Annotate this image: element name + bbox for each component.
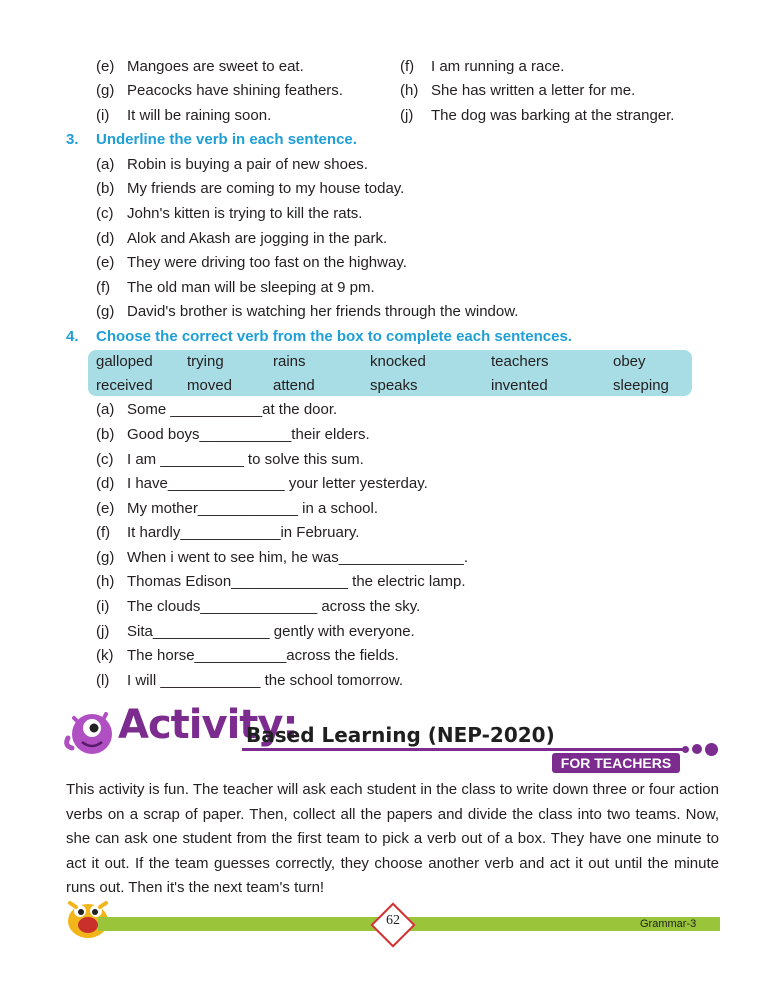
item-text: When i went to see him, he was_______________. xyxy=(127,549,469,566)
item-text: Some ___________at the door. xyxy=(127,401,338,418)
question-number: 3. xyxy=(66,131,79,148)
item-label: (c) xyxy=(96,205,114,222)
item-label: (i) xyxy=(96,107,110,124)
word-box-word: moved xyxy=(187,377,233,394)
word-box-word: galloped xyxy=(96,353,153,370)
item-text: It will be raining soon. xyxy=(127,107,272,124)
item-text: It hardly____________in February. xyxy=(127,524,360,541)
activity-subtitle: Based Learning (NEP-2020) xyxy=(246,723,555,747)
item-label: (j) xyxy=(400,107,414,124)
item-label: (h) xyxy=(96,573,115,590)
item-text: She has written a letter for me. xyxy=(431,82,636,99)
activity-banner xyxy=(62,702,722,772)
activity-title: Activity: xyxy=(118,702,298,748)
item-text: My friends are coming to my house today. xyxy=(127,180,405,197)
item-text: Thomas Edison______________ the electric lamp. xyxy=(127,573,466,590)
word-box-word: obey xyxy=(613,353,646,370)
item-label: (e) xyxy=(96,500,115,517)
item-label: (h) xyxy=(400,82,419,99)
item-text: I am running a race. xyxy=(431,58,565,75)
item-text: David's brother is watching her friends through the window. xyxy=(127,303,519,320)
item-text: I am __________ to solve this sum. xyxy=(127,451,364,468)
item-label: (e) xyxy=(96,58,115,75)
word-box-word: trying xyxy=(187,353,224,370)
item-label: (f) xyxy=(400,58,415,75)
item-text: The clouds______________ across the sky. xyxy=(127,598,421,615)
item-text: I will ____________ the school tomorrow. xyxy=(127,672,404,689)
decorative-dot-icon xyxy=(692,744,702,754)
monster-mascot-icon xyxy=(62,704,120,760)
item-label: (a) xyxy=(96,401,115,418)
page-number: 62 xyxy=(386,913,400,928)
item-label: (j) xyxy=(96,623,110,640)
decorative-dot-icon xyxy=(705,743,718,756)
item-label: (f) xyxy=(96,279,111,296)
item-label: (g) xyxy=(96,82,115,99)
question-number: 4. xyxy=(66,328,79,345)
item-text: The old man will be sleeping at 9 pm. xyxy=(127,279,375,296)
item-label: (d) xyxy=(96,230,115,247)
item-label: (g) xyxy=(96,549,115,566)
word-box-word: speaks xyxy=(370,377,418,394)
word-box-word: attend xyxy=(273,377,315,394)
decorative-dot-icon xyxy=(682,746,689,753)
item-text: Good boys___________their elders. xyxy=(127,426,370,443)
item-text: Sita______________ gently with everyone. xyxy=(127,623,415,640)
item-label: (l) xyxy=(96,672,110,689)
word-box-word: invented xyxy=(491,377,548,394)
item-text: Alok and Akash are jogging in the park. xyxy=(127,230,388,247)
item-text: The dog was barking at the stranger. xyxy=(431,107,675,124)
item-text: I have______________ your letter yesterday. xyxy=(127,475,428,492)
item-label: (g) xyxy=(96,303,115,320)
question-instruction: Underline the verb in each sentence. xyxy=(96,131,357,148)
word-box-word: received xyxy=(96,377,153,394)
word-box xyxy=(88,350,692,396)
item-label: (c) xyxy=(96,451,114,468)
item-text: They were driving too fast on the highway. xyxy=(127,254,407,271)
word-box-word: teachers xyxy=(491,353,549,370)
item-text: The horse___________across the fields. xyxy=(127,647,399,664)
item-label: (b) xyxy=(96,180,115,197)
question-instruction: Choose the correct verb from the box to complete each sentences. xyxy=(96,328,572,345)
item-text: Peacocks have shining feathers. xyxy=(127,82,343,99)
item-label: (f) xyxy=(96,524,111,541)
item-label: (b) xyxy=(96,426,115,443)
item-text: My mother____________ in a school. xyxy=(127,500,379,517)
item-label: (e) xyxy=(96,254,115,271)
for-teachers-tag: FOR TEACHERS xyxy=(552,753,680,773)
item-label: (k) xyxy=(96,647,114,664)
word-box-word: knocked xyxy=(370,353,426,370)
item-label: (i) xyxy=(96,598,110,615)
activity-paragraph: This activity is fun. The teacher will ask each student in the class to write down three or four action verbs on a scrap of paper. Then, collect all the papers and divide the class into two teams. Now, she can ask one student from the first team to pick a verb out of a box. They have one minute to act it out. If the team guesses correctly, they choose another verb and act it out until the minute runs out. Then it's the next team's turn! xyxy=(66,781,719,896)
word-box-word: sleeping xyxy=(613,377,669,394)
activity-underline xyxy=(242,748,684,751)
item-text: Robin is buying a pair of new shoes. xyxy=(127,156,368,173)
item-label: (d) xyxy=(96,475,115,492)
item-label: (a) xyxy=(96,156,115,173)
item-text: Mangoes are sweet to eat. xyxy=(127,58,304,75)
item-text: John's kitten is trying to kill the rats. xyxy=(127,205,363,222)
book-title: Grammar-3 xyxy=(640,918,697,930)
word-box-word: rains xyxy=(273,353,306,370)
